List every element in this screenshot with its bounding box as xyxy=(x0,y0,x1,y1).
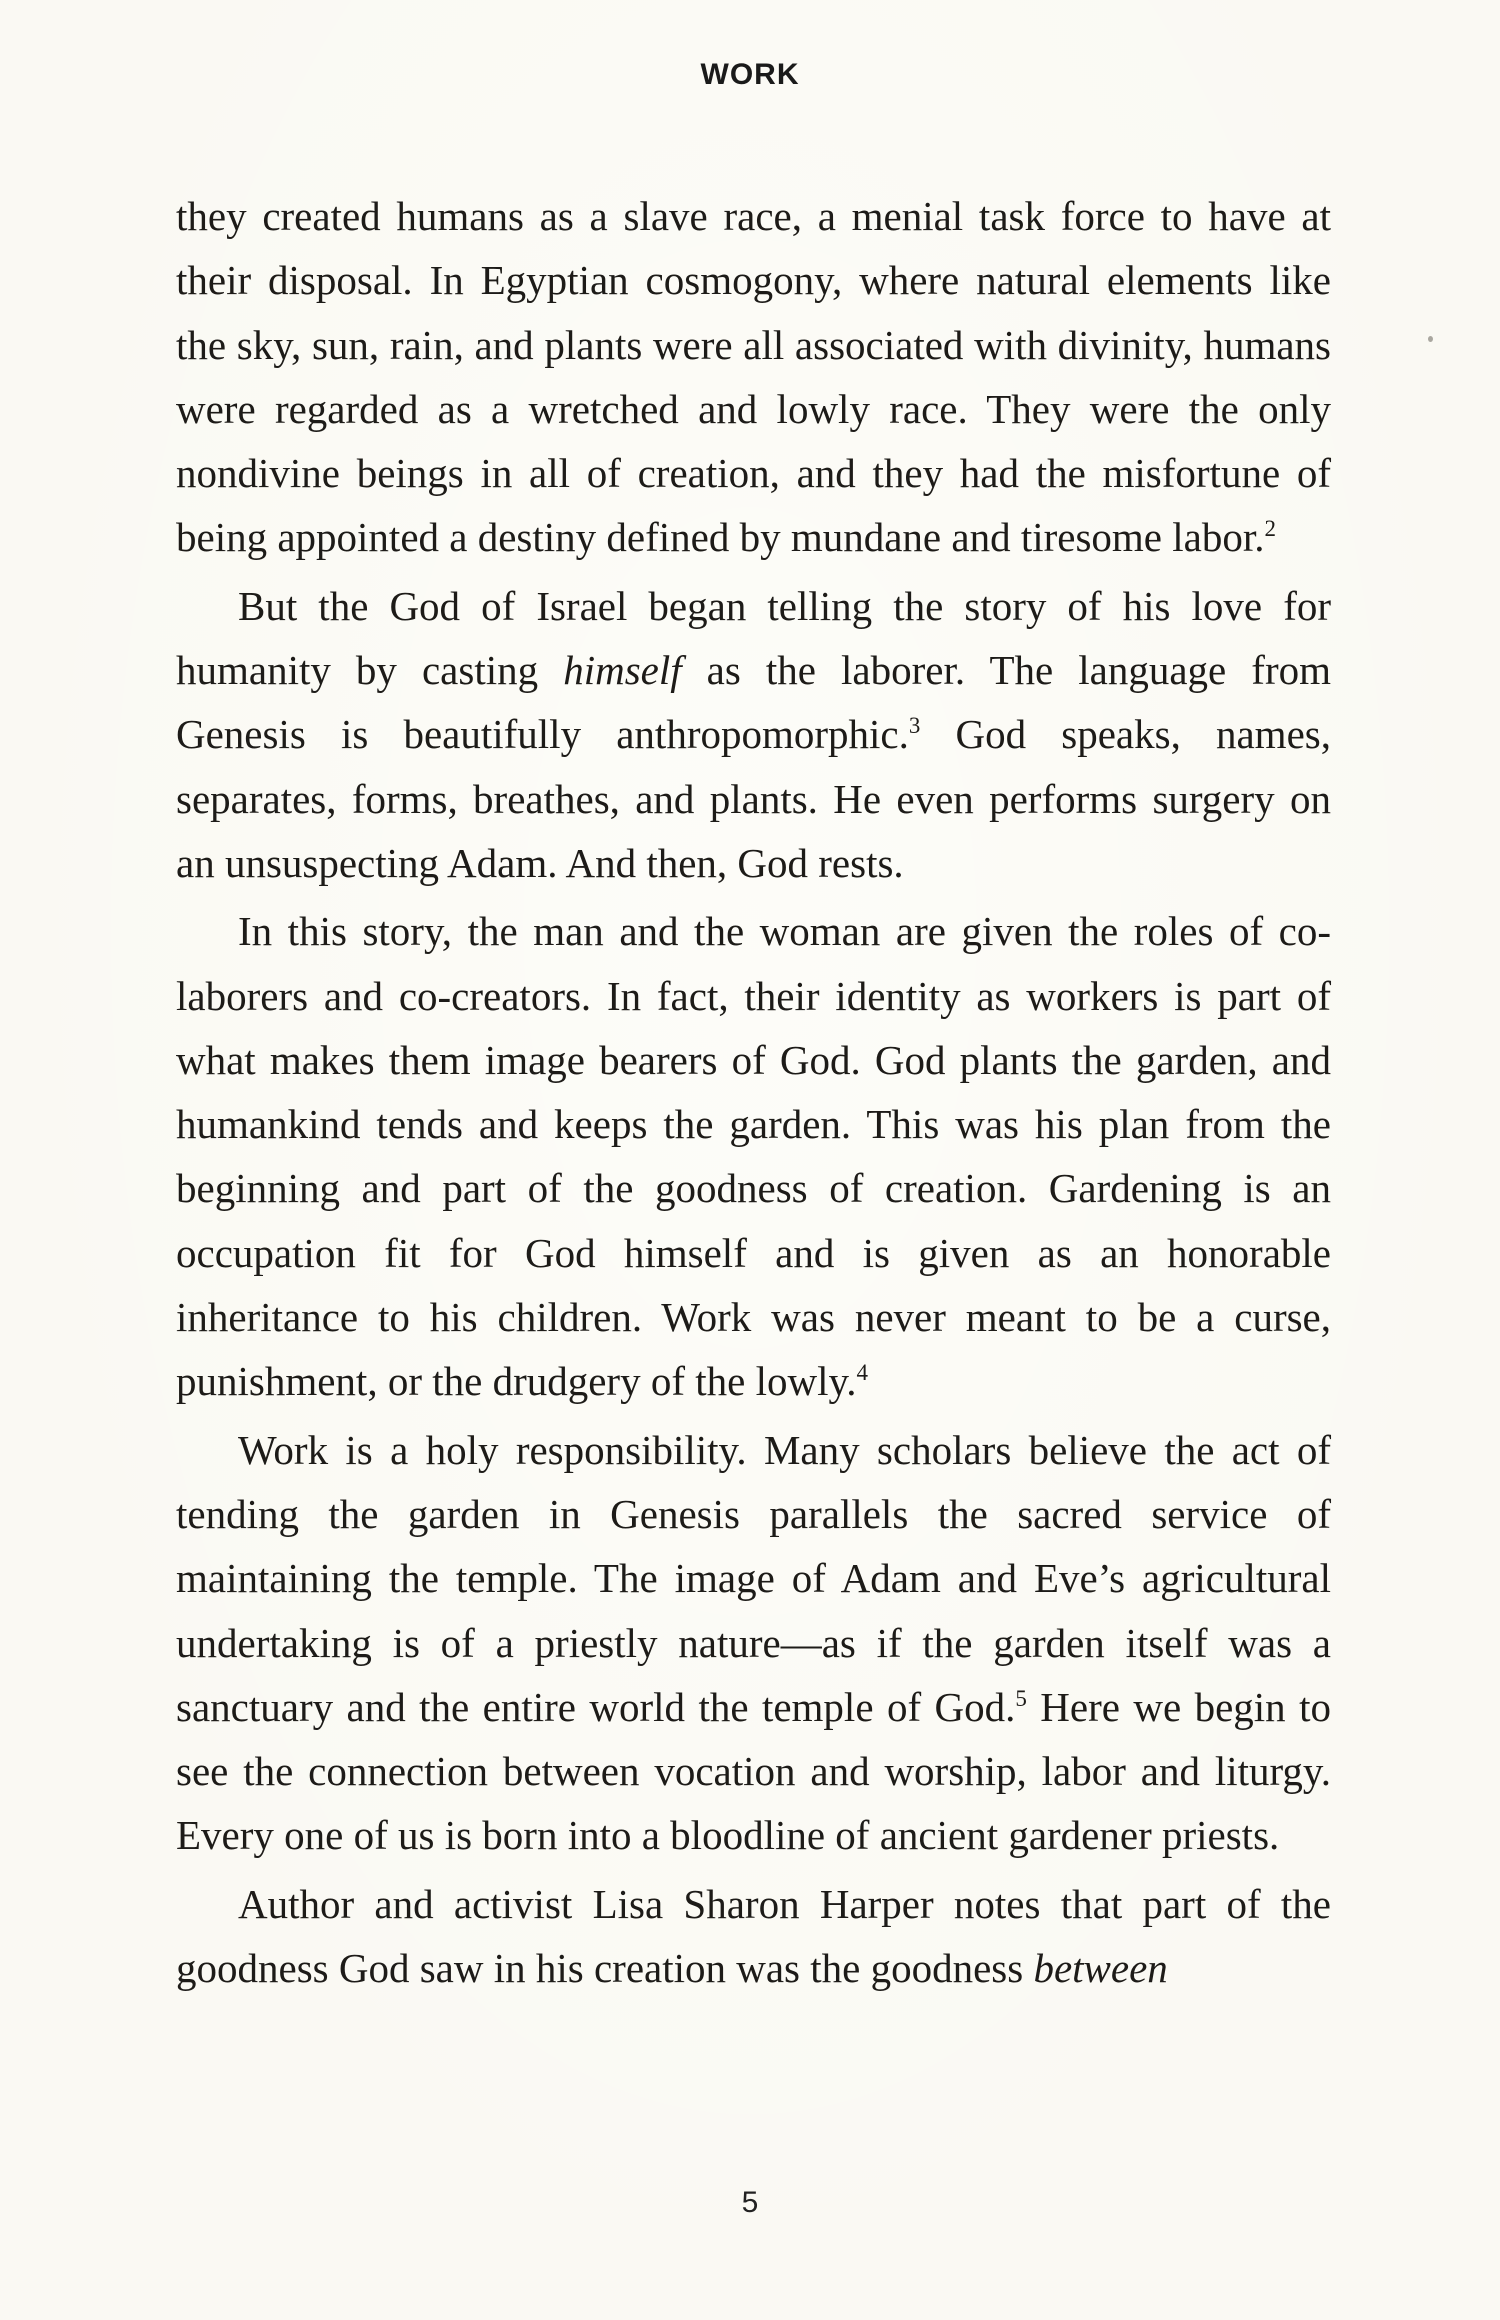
paragraph-5 xyxy=(176,1872,1331,2001)
emphasis-text: between xyxy=(1033,1945,1168,1992)
footnote-ref-2: 2 xyxy=(1264,516,1276,542)
page-number: 5 xyxy=(741,2186,759,2219)
footnote-ref-5: 5 xyxy=(1015,1685,1027,1711)
paper-speck xyxy=(1428,336,1433,342)
paragraph-4 xyxy=(176,1418,1331,1868)
paragraph-text: God speaks, names, separates, forms, breathes, and plants. He even performs surgery on an unsuspecting Adam. And then, God rests. xyxy=(176,711,1331,886)
paragraph-text: they created humans as a slave race, a menial task force to have at their disposal. In Egyptian cosmogony, where natural elements like the sky, sun, rain, and plants were all associated with divinity, humans were regarded as a wretched and lowly race. They were the only nondivine beings in all of creation, and they had the misfortune of being appointed a destiny defined by mundane and tiresome labor. xyxy=(176,193,1331,561)
body-text xyxy=(176,184,1331,2004)
paragraph-text: Work is a holy responsibility. Many scholars believe the act of tending the garden in Genesis parallels the sacred service of maintaining the temple. The image of Adam and Eve’s agricultural undertaking is of a priestly nature—as if the garden itself was a sanctuary and the entire world the temple of God. xyxy=(176,1426,1331,1730)
paragraph-3 xyxy=(176,899,1331,1413)
footnote-ref-4: 4 xyxy=(856,1360,869,1386)
emphasis-text: himself xyxy=(563,647,682,694)
paragraph-2 xyxy=(176,574,1331,895)
paragraph-1 xyxy=(176,184,1331,570)
paragraph-text: But the God of Israel began telling the story of his love for humanity by casting xyxy=(176,582,1331,694)
paragraph-text: In this story, the man and the woman are given the roles of co-laborers and co-creators. In fact, their identity as workers is part of what makes them image bearers of God. God plants the garden, and humankind tends and keeps the garden. This was his plan from the beginning and part of the goodness of creation. Gardening is an occupation fit for God himself and is given as an honorable inheritance to his children. Work was never meant to be a curse, punishment, or the drudgery of the lowly. xyxy=(176,908,1331,1405)
paragraph-text: Author and activist Lisa Sharon Harper notes that part of the goodness God saw in his creation was the goodness xyxy=(176,1880,1331,1992)
running-head: WORK xyxy=(700,58,800,91)
paragraph-text: Here we begin to see the connection between vocation and worship, labor and liturgy. Every one of us is born into a bloodline of ancient gardener priests. xyxy=(176,1683,1331,1859)
paragraph-text: as the laborer. The language from Genesis is beautifully anthropomorphic. xyxy=(176,647,1331,758)
footnote-ref-3: 3 xyxy=(908,713,921,739)
